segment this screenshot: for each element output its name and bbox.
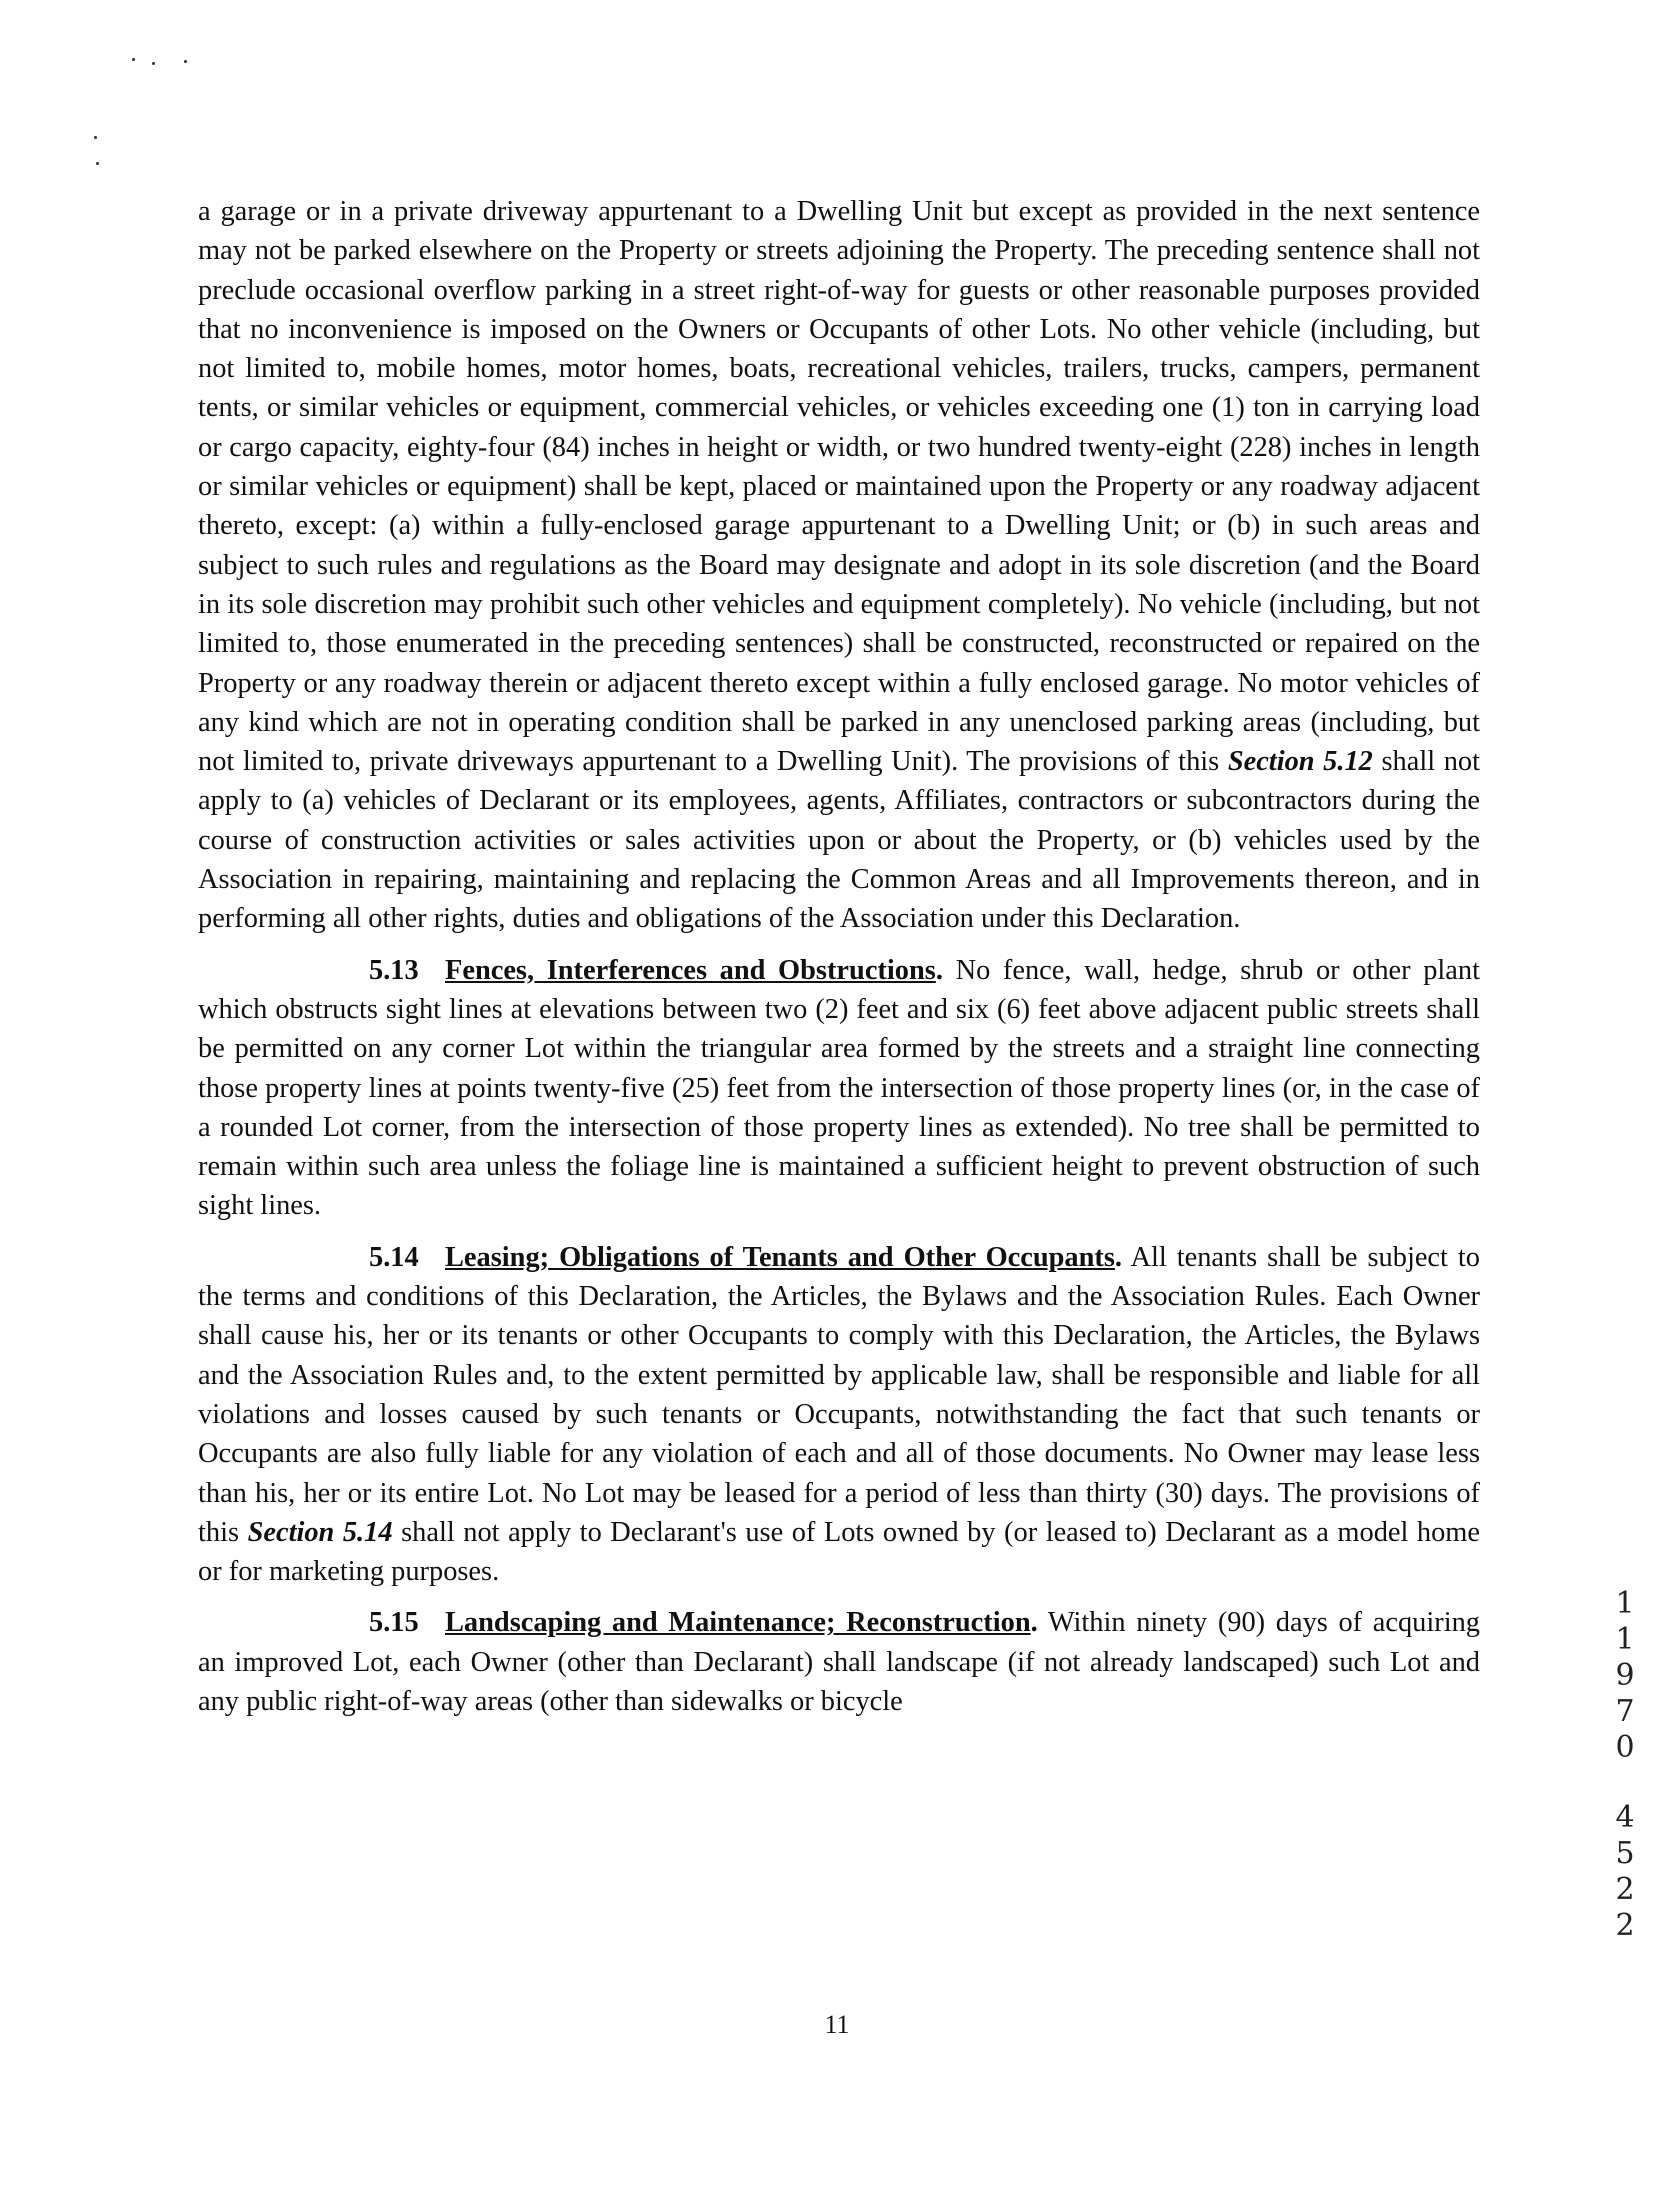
section-title: Fences, Interferences and Obstructions <box>445 954 936 986</box>
section-text: All tenants shall be subject to the terms and conditions of this Declaration, the Articles, the Bylaws and the Association Rules. Each Owner shall cause his, her or its tenants or other Occupants to comply with this Declaration, the Articles, the Bylaws and the Association Rules and, to the extent permitted by applicable law, shall be responsible and liable for all violations and losses caused by such tenants or Occupants, notwithstanding the fact that such tenants or Occupants are also fully liable for any violation of each and all of those documents. No Owner may lease less than his, her or its entire Lot. No Lot may be leased for a period of less than thirty (30) days. The provisions of this <box>198 1241 1480 1548</box>
section-text-tail: shall not apply to Declarant's use of Lots owned by (or leased to) Declarant as a model home or for marketing purposes. <box>198 1516 1480 1588</box>
section-title: Leasing; Obligations of Tenants and Other Occupants <box>445 1241 1115 1273</box>
section-text: Within ninety (90) days of acquiring an improved Lot, each Owner (other than Declarant) shall landscape (if not already landscaped) such Lot and any public right-of-way areas (other than sidewalks or bicycle <box>198 1607 1480 1717</box>
stamp-digit: 4 <box>1615 1800 1635 1835</box>
section-number: 5.14 <box>369 1241 419 1273</box>
section-number: 5.15 <box>369 1607 419 1639</box>
stamp-digit: 2 <box>1615 1908 1635 1943</box>
section-number: 5.13 <box>369 954 419 986</box>
section-5-15: 5.15 Landscaping and Maintenance; Reconstruction. Within ninety (90) days of acquiring an improved Lot, each Owner (other than Declarant) shall landscape (if not already landscaped) such Lot and any public right-of-way areas (other than sidewalks or bicycle <box>198 1603 1480 1721</box>
stamp-digit: 9 <box>1615 1658 1635 1693</box>
margin-stamp <box>1608 1586 1642 1944</box>
section-title: Landscaping and Maintenance; Reconstruction <box>445 1607 1031 1639</box>
continuation-text: a garage or in a private driveway appurtenant to a Dwelling Unit but except as provided in the next sentence may not be parked elsewhere on the Property or streets adjoining the Property. The preceding sentence shall not preclude occasional overflow parking in a street right-of-way for guests or other reasonable purposes provided that no inconvenience is imposed on the Owners or Occupants of other Lots. No other vehicle (including, but not limited to, mobile homes, motor homes, boats, recreational vehicles, trailers, trucks, campers, permanent tents, or similar vehicles or equipment, commercial vehicles, or vehicles exceeding one (1) ton in carrying load or cargo capacity, eighty-four (84) inches in height or width, or two hundred twenty-eight (228) inches in length or similar vehicles or equipment) shall be kept, placed or maintained upon the Property or any roadway adjacent thereto, except: (a) within a fully-enclosed garage appurtenant to a Dwelling Unit; or (b) in such areas and subject to such rules and regulations as the Board may designate and adopt in its sole discretion (and the Board in its sole discretion may prohibit such other vehicles and equipment completely). No vehicle (including, but not limited to, those enumerated in the preceding sentences) shall be constructed, reconstructed or repaired on the Property or any roadway therein or adjacent thereto except within a fully enclosed garage. No motor vehicles of any kind which are not in operating condition shall be parked in any unenclosed parking areas (including, but not limited to, private driveways appurtenant to a Dwelling Unit). The provisions of this <box>198 196 1480 778</box>
section-5-13: 5.13 Fences, Interferences and Obstructions. No fence, wall, hedge, shrub or other plant which obstructs sight lines at elevations between two (2) feet and six (6) feet above adjacent public streets shall be permitted on any corner Lot within the triangular area formed by the streets and a straight line connecting those property lines at points twenty-five (25) feet from the intersection of those property lines (or, in the case of a rounded Lot corner, from the intersection of those property lines as extended). No tree shall be permitted to remain within such area unless the foliage line is maintained a sufficient height to prevent obstruction of such sight lines. <box>198 951 1480 1226</box>
continuation-paragraph <box>198 192 1480 939</box>
section-5-14: 5.14 Leasing; Obligations of Tenants and Other Occupants. All tenants shall be subject to the terms and conditions of this Declaration, the Articles, the Bylaws and the Association Rules. Each Owner shall cause his, her or its tenants or other Occupants to comply with this Declaration, the Articles, the Bylaws and the Association Rules and, to the extent permitted by applicable law, shall be responsible and liable for all violations and losses caused by such tenants or Occupants, notwithstanding the fact that such tenants or Occupants are also fully liable for any violation of each and all of those documents. No Owner may lease less than his, her or its entire Lot. No Lot may be leased for a period of less than thirty (30) days. The provisions of this Section 5.14 shall not apply to Declarant's use of Lots owned by (or leased to) Declarant as a model home or for marketing purposes. <box>198 1238 1480 1592</box>
stamp-digit: 2 <box>1615 1872 1635 1907</box>
section-text: No fence, wall, hedge, shrub or other plant which obstructs sight lines at elevations between two (2) feet and six (6) feet above adjacent public streets shall be permitted on any corner Lot within the triangular area formed by the streets and a straight line connecting those property lines at points twenty-five (25) feet from the intersection of those property lines (or, in the case of a rounded Lot corner, from the intersection of those property lines as extended). No tree shall be permitted to remain within such area unless the foliage line is maintained a sufficient height to prevent obstruction of such sight lines. <box>198 954 1480 1222</box>
stamp-digit: 7 <box>1615 1694 1635 1729</box>
continuation-tail: shall not apply to (a) vehicles of Declarant or its employees, agents, Affiliates, contractors or subcontractors during the course of construction activities or sales activities upon or about the Property, or (b) vehicles used by the Association in repairing, maintaining and replacing the Common Areas and all Improvements thereon, and in performing all other rights, duties and obligations of the Association under this <box>198 746 1480 935</box>
stamp-digit: 1 <box>1615 1622 1635 1657</box>
stamp-digit: 0 <box>1615 1730 1635 1765</box>
page-number: 11 <box>824 2010 850 2039</box>
continuation-last: Declaration. <box>1100 903 1241 935</box>
section-reference: Section 5.12 <box>1227 746 1373 778</box>
section-reference: Section 5.14 <box>247 1516 393 1548</box>
document-body <box>198 192 1480 1721</box>
stamp-digit: 1 <box>1615 1586 1635 1621</box>
stamp-digit: 5 <box>1615 1836 1635 1871</box>
